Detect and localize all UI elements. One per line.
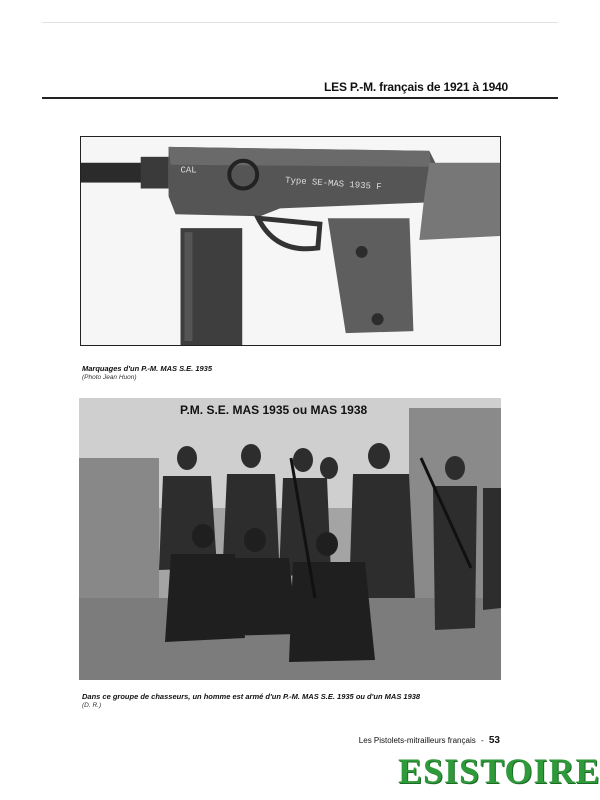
engraving-text: Type SE-MAS 1935 F [284,175,382,193]
page-top-edge [42,22,558,23]
group-of-soldiers-photo [79,398,501,680]
header-rule [42,97,558,99]
footer-book-title: Les Pistolets-mitrailleurs français [358,736,476,745]
figure-2-caption: Dans ce groupe de chasseurs, un homme est armé d'un P.-M. MAS S.E. 1935 ou d'un MAS 1938 [82,692,421,701]
running-title: LES P.-M. français de 1921 à 1940 [324,80,508,94]
page-footer [359,735,500,746]
watermark-logo: ESISTOIRE [398,751,600,791]
photo-title: P.M. S.E. MAS 1935 ou MAS 1938 [180,403,368,417]
page-number: 53 [488,735,500,746]
figure-2-credit: (D. R.) [82,702,102,709]
svg-text:CAL: CAL [180,165,197,176]
footer-separator: - [480,736,484,745]
weapon-markings-photo [80,136,501,346]
figure-1-credit: (Photo Jean Huon) [82,374,137,381]
figure-1-caption: Marquages d'un P.-M. MAS S.E. 1935 [82,364,213,373]
